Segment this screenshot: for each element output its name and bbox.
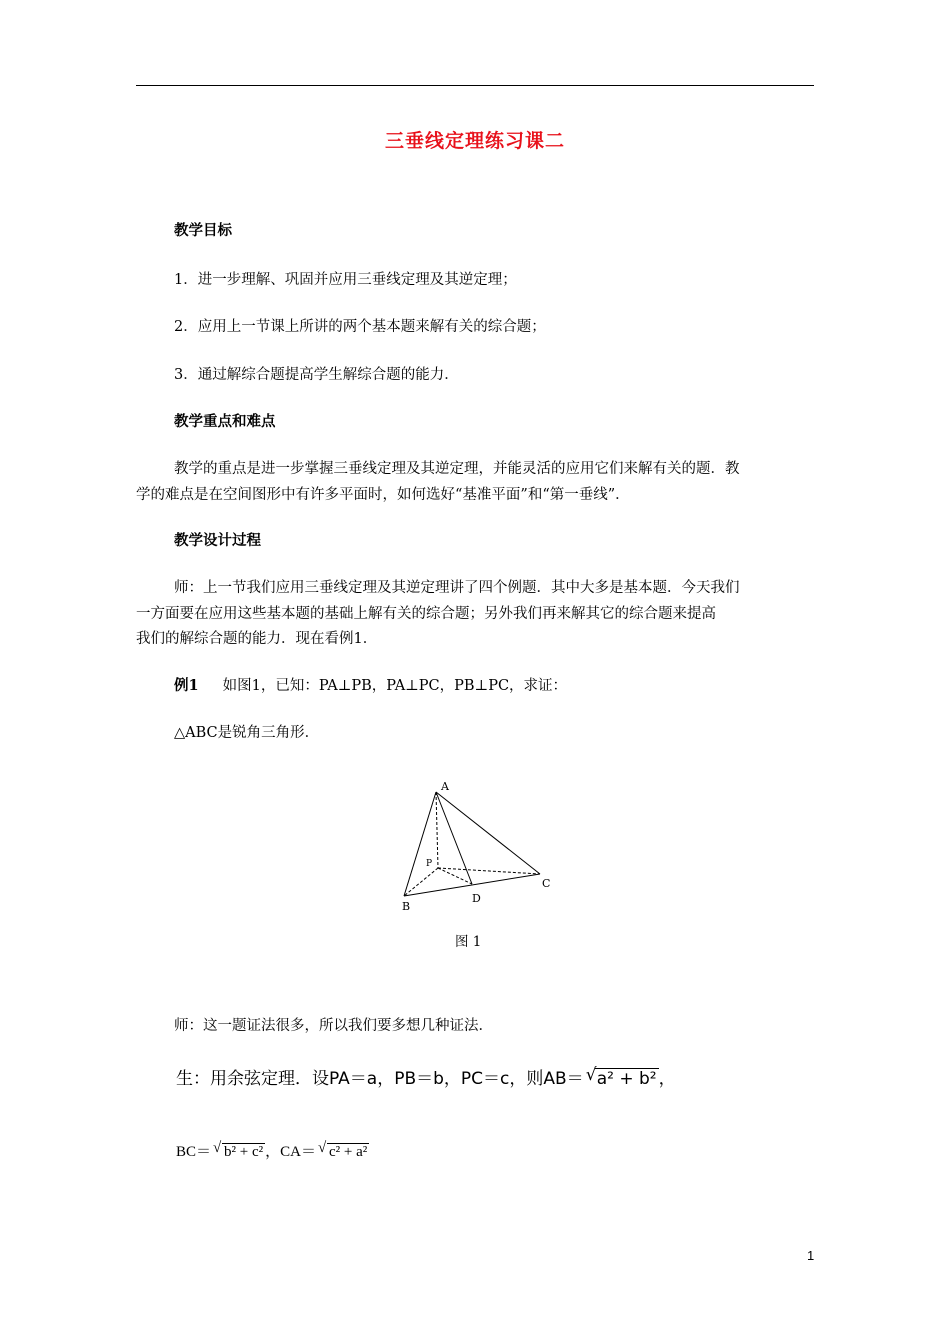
- process-heading: 教学设计过程: [174, 532, 261, 549]
- student-prefix: 生：用余弦定理．设PA＝a，PB＝b，PC＝c，则AB＝: [176, 1069, 584, 1089]
- header-rule: [136, 85, 814, 86]
- edge-ab: [404, 792, 436, 896]
- key-points-line-2: 学的难点是在空间图形中有许多平面时，如何选好“基准平面”和“第一垂线”．: [136, 487, 630, 503]
- edge-pc: [438, 868, 540, 874]
- example-1-statement: [174, 676, 567, 696]
- page-number: 1: [807, 1248, 815, 1263]
- process-line-1: 师：上一节我们应用三垂线定理及其逆定理讲了四个例题．其中大多是基本题．今天我们: [174, 580, 740, 596]
- objective-2: 2．应用上一节课上所讲的两个基本题来解有关的综合题；: [174, 319, 546, 335]
- key-points-heading: 教学重点和难点: [174, 413, 276, 430]
- figure-caption: 图 1: [455, 934, 482, 950]
- label-c: C: [542, 877, 551, 890]
- bc-ca-line: [176, 1140, 369, 1161]
- objectives-heading: 教学目标: [174, 222, 232, 239]
- key-points-line-1: 教学的重点是进一步掌握三垂线定理及其逆定理，并能灵活的应用它们来解有关的题．教: [174, 461, 740, 477]
- ab-radicand: a² + b²: [596, 1069, 657, 1089]
- student-cosine-line: [176, 1064, 676, 1089]
- process-line-3: 我们的解综合题的能力．现在看例1．: [136, 631, 378, 647]
- objective-1: 1．进一步理解、巩固并应用三垂线定理及其逆定理；: [174, 272, 517, 288]
- label-b: B: [402, 900, 411, 913]
- label-p: P: [426, 859, 433, 869]
- bc-prefix: BC＝: [176, 1144, 212, 1160]
- bc-radicand: b² + c²: [224, 1144, 264, 1160]
- example-text: 如图1，已知：PA⊥PB，PA⊥PC，PB⊥PC，求证：: [222, 678, 568, 694]
- teacher-remark: 师：这一题证法很多，所以我们要多想几种证法．: [174, 1018, 493, 1034]
- comma: ，: [658, 1069, 676, 1089]
- label-a: A: [441, 780, 449, 793]
- edge-pa: [436, 792, 438, 868]
- ca-prefix: ，CA＝: [265, 1144, 316, 1160]
- label-d: D: [472, 892, 481, 905]
- sqrt-ab: √ a² + b²: [585, 1065, 657, 1089]
- example-label: 例1: [174, 677, 199, 694]
- ca-radicand: c² + a²: [328, 1144, 368, 1160]
- figure-1-pyramid: [390, 776, 570, 916]
- example-claim: △ABC是锐角三角形．: [174, 725, 320, 741]
- sqrt-ca: √ c² + a²: [317, 1140, 368, 1160]
- objective-3: 3．通过解综合题提高学生解综合题的能力．: [174, 367, 459, 383]
- page-title: 三垂线定理练习课二: [384, 130, 565, 152]
- process-line-2: 一方面要在应用这些基本题的基础上解有关的综合题；另外我们再来解其它的综合题来提高: [136, 606, 716, 622]
- sqrt-bc: √ b² + c²: [213, 1140, 264, 1160]
